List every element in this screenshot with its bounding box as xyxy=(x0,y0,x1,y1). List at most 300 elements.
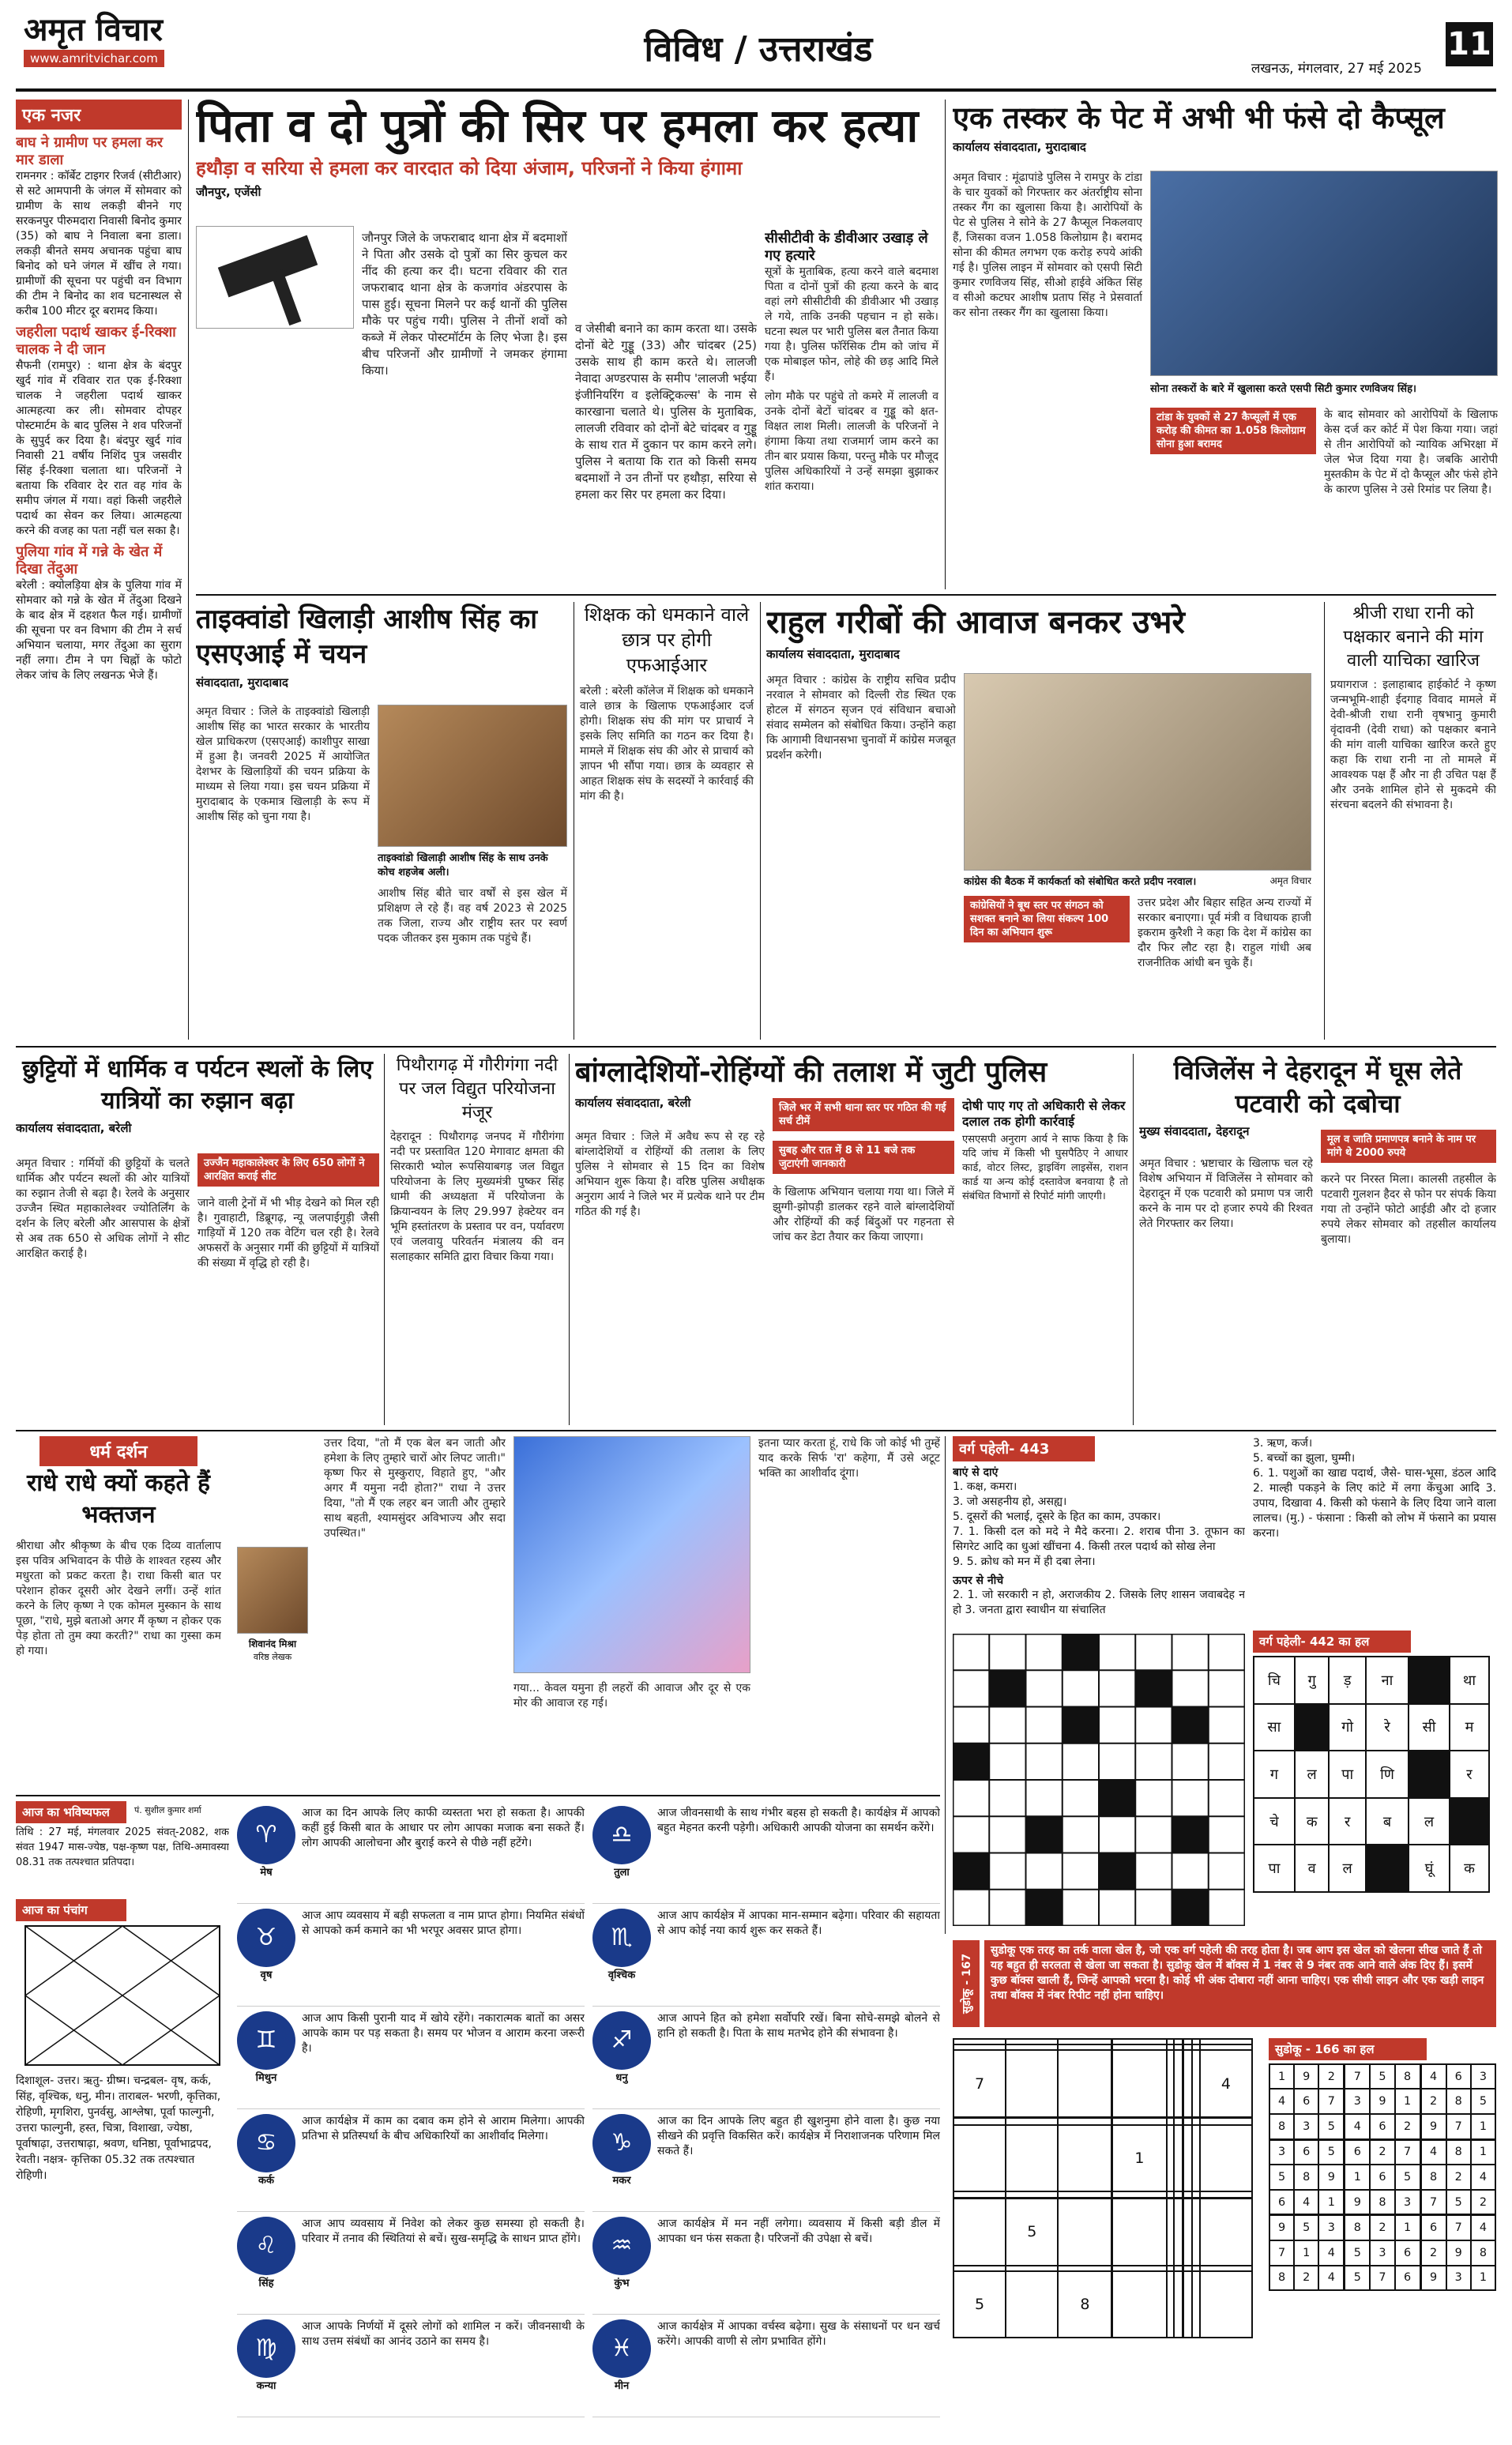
sudoku-cell: 8 xyxy=(1395,2064,1421,2089)
vigilance-story xyxy=(1139,1054,1496,1425)
sudoku-cell: 2 xyxy=(1471,2190,1495,2215)
sudoku-cell: 9 xyxy=(1269,2215,1294,2240)
varg-answer-cell: था xyxy=(1450,1657,1489,1704)
across-clue-5: 9. 5. क्रोध को मन में ही दबा लेना। xyxy=(953,1555,1096,1568)
smuggler-highlight: टांडा के युवकों से 27 कैप्सूलों में एक करोड़ की कीमत का 1.058 किलोग्राम सोना हुआ बरामद xyxy=(1150,408,1316,454)
across-title: बाएं से दाएं xyxy=(953,1466,999,1479)
sudoku-cell: 3 xyxy=(1294,2114,1318,2139)
sudoku-cell[interactable] xyxy=(1058,2039,1112,2044)
rashi-badge xyxy=(592,2217,651,2309)
sudoku-cell[interactable] xyxy=(1183,2039,1193,2044)
crossword-black-cell xyxy=(1063,1634,1099,1670)
rashi-text: आज का दिन आपके लिए बहुत ही खुशनुमा होने वाला है। कुछ नया सीखने की प्रवृत्ति विकसित करें। कार्यक्षेत्र में निराशाजनक परिणाम मिल सकते हैं। xyxy=(657,2115,940,2157)
sudoku-cell: 8 xyxy=(1269,2114,1294,2139)
sudoku-cell: 8 xyxy=(1294,2165,1318,2189)
sudoku-cell[interactable] xyxy=(1112,2191,1167,2199)
across-clue-3: 5. दूसरों की भलाई, दूसरे के हित का काम, उपकार। xyxy=(953,1510,1161,1523)
rashi-text: आज कार्यक्षेत्र में आपका वर्चस्व बढ़ेगा। सुख के संसाधनों पर धन खर्च करेंगे। आपकी वाणी से लोग प्रभावित होंगे। xyxy=(657,2320,940,2348)
sudoku-cell: 8 xyxy=(1471,2240,1495,2265)
sudoku-cell[interactable] xyxy=(1174,2271,1183,2338)
sudoku-cell[interactable] xyxy=(1183,2198,1193,2266)
sudoku-cell[interactable] xyxy=(1192,2125,1199,2191)
sudoku-cell: 3 xyxy=(1269,2139,1294,2165)
rashi-row xyxy=(592,2212,940,2315)
sudoku-cell: 6 xyxy=(1395,2266,1421,2291)
rashi-row xyxy=(237,2007,585,2109)
crossword-black-cell xyxy=(953,1743,989,1780)
row-divider xyxy=(196,594,1496,596)
sudoku-cell[interactable] xyxy=(953,2198,1006,2266)
rashi-row xyxy=(592,1801,940,1904)
sudoku-table xyxy=(1269,2063,1496,2291)
row-divider xyxy=(16,1046,1496,1048)
sudoku-cell[interactable] xyxy=(1200,2044,1252,2050)
tourism-byline: कार्यालय संवाददाता, बरेली xyxy=(16,1121,132,1135)
sudoku-cell: 7 xyxy=(953,2050,1006,2118)
sudoku-cell: 1 xyxy=(1395,2215,1421,2240)
sudoku-puzzle[interactable] xyxy=(953,2038,1253,2338)
sudoku-cell[interactable] xyxy=(1174,2050,1183,2118)
rashi-text: आज आपके निर्णयों में दूसरे लोगों को शामिल न करें। जीवनसाथी के साथ उत्तम संबंधों का आनंद उठाने का समय है। xyxy=(302,2320,585,2348)
varg-answer-cell: गु xyxy=(1295,1657,1330,1704)
sudoku-cell[interactable] xyxy=(1112,2039,1167,2044)
sudoku-cell[interactable] xyxy=(1058,2266,1112,2271)
sudoku-cell[interactable] xyxy=(1200,2118,1252,2125)
zodiac-icon: ♓ xyxy=(592,2319,651,2378)
rashi-name: मिथुन xyxy=(255,2072,277,2084)
vigilance-text-2: करने पर निरस्त मिला। कालसी तहसील के पटवारी गुलशन हैदर से फोन पर संपर्क किया गया तो उन्होंने फोटो आईडी और दो हजार रुपये लेकर सोमवार को तहसील कार्यालय बुलाया। xyxy=(1321,1173,1496,1246)
tourism-text: अमृत विचार : गर्मियों की छुट्टियों के चलते धार्मिक और पर्यटन स्थलों की ओर यात्रियों का रुझान तेजी से बढ़ा है। रेलवे के अनुसार उज्जैन स्थित महाकालेश्वर ज्योतिर्लिंग के दर्शन के लिए बरेली और आसपास के क्षेत्रों से अब तक 650 से अधिक लोगों ने सीट आरक्षित कराई है। xyxy=(16,1157,190,1260)
rahul-text-2: उत्तर प्रदेश और बिहार सहित अन्य राज्यों में सरकार बनाएगा। पूर्व मंत्री व विधायक हाजी इकराम कुरैशी ने कहा कि देश में कांग्रेस का दौर फिर लौट रहा है। राहुल गांधी अब राजनीतिक आंधी बन चुके हैं। xyxy=(1138,897,1311,969)
crossword-black-cell xyxy=(1026,1890,1063,1926)
col-divider xyxy=(1324,602,1325,1040)
masthead-rule xyxy=(16,88,1496,92)
radha-petition-headline: श्रीजी राधा रानी को पक्षकार बनाने की मांग वाली याचिका खारिज xyxy=(1343,604,1484,671)
sudoku-cell[interactable] xyxy=(1174,2044,1183,2050)
zodiac-icon: ♋ xyxy=(237,2114,295,2172)
dharm-author xyxy=(229,1547,316,1673)
sudoku-cell: 5 xyxy=(1395,2165,1421,2189)
row-divider xyxy=(16,1430,1496,1431)
sudoku-cell: 6 xyxy=(1395,2240,1421,2265)
sudoku-cell[interactable] xyxy=(1167,2118,1174,2125)
sudoku-cell: 4 xyxy=(1420,2064,1446,2089)
sudoku-cell[interactable] xyxy=(1200,2198,1252,2266)
section-title: विविध / उत्तराखंड xyxy=(644,29,873,70)
sudoku-cell: 4 xyxy=(1318,2240,1345,2265)
author-photo xyxy=(237,1547,308,1634)
sudoku-cell[interactable] xyxy=(1167,2125,1174,2191)
down-clue-4: 6. 1. पशुओं का खाद्य पदार्थ, जैसे- घास-भूसा, डंठल आदि 2. माल्ही पकड़ने के लिए कांटे में लगा केंचुआ आदि 3. उपाय, दिखावा 4. किसी को फंसाने के लिए दिया जाने वाला लालच। (मु.) - फंसाना : किसी को लोभ में फंसाने का प्रयास करना। xyxy=(1253,1467,1496,1540)
sudoku-cell: 8 xyxy=(1058,2271,1112,2338)
kundali-chart xyxy=(24,1924,221,2067)
sudoku-cell: 8 xyxy=(1345,2215,1371,2240)
sudoku-cell: 6 xyxy=(1446,2064,1471,2089)
sudoku-cell: 6 xyxy=(1370,2165,1394,2189)
sudoku-cell[interactable] xyxy=(1192,2266,1199,2271)
sudoku-cell[interactable] xyxy=(1183,2118,1193,2125)
sudoku-cell[interactable] xyxy=(1200,2266,1252,2271)
sudoku-cell[interactable] xyxy=(1200,2271,1252,2338)
sudoku-cell: 9 xyxy=(1370,2089,1394,2113)
varg-paheli-title: वर्ग पहेली- 443 xyxy=(953,1436,1095,1461)
teacher-text: बरेली : बरेली कॉलेज में शिक्षक को धमकाने वाले छात्र के खिलाफ एफआईआर दर्ज होगी। शिक्षक संघ की मांग पर प्राचार्य ने इसके लिए समिति का गठन कर दिया है। मामले में शिक्षक संघ की ओर से प्राचार्य को ज्ञापन भी सौंपा गया। छात्र के व्यवहार से आहत शिक्षक संघ के सदस्यों ने कार्रवाई की मांग की है। xyxy=(580,685,754,803)
sudoku-cell[interactable] xyxy=(1183,2191,1193,2199)
gori-ganga-headline: पिथौरागढ़ में गौरीगंगा नदी पर जल विद्युत परियोजना मंजूर xyxy=(396,1055,559,1123)
sudoku-cell: 8 xyxy=(1446,2139,1471,2165)
vigilance-text: अमृत विचार : भ्रष्टाचार के खिलाफ चल रहे विशेष अभियान में विजिलेंस ने सोमवार को देहरादून में एक पटवारी को प्रमाण पत्र जारी करने के नाम पर दो हजार रुपये की रिश्वत लेते गिरफ्तार कर लिया। xyxy=(1139,1157,1313,1230)
sudoku-cell[interactable] xyxy=(1174,2191,1183,2199)
sudoku-cell[interactable] xyxy=(1174,2125,1183,2191)
tourism-story xyxy=(16,1054,379,1425)
zodiac-icon: ♐ xyxy=(592,2011,651,2070)
down-clue-2: 3. ऋण, कर्ज। xyxy=(1253,1437,1313,1450)
sudoku-cell[interactable] xyxy=(1006,2125,1058,2191)
rashi-badge xyxy=(592,2319,651,2412)
rashi-row xyxy=(592,1904,940,2007)
varg-answer-cell: ना xyxy=(1366,1657,1409,1704)
sudoku-cell[interactable] xyxy=(1167,2191,1174,2199)
sudoku-cell: 5 xyxy=(1471,2089,1495,2113)
taekwondo-text: अमृत विचार : जिले के ताइक्वांडो खिलाड़ी आशीष सिंह का भारत सरकार के भारतीय खेल प्राधिकरण (एसएआई) काशीपुर साखा में हुआ है। जनवरी 2025 में आयोजित देशभर के खिलाड़ियों की चयन प्रक्रिया के माध्यम से लिया गया। इस चयन प्रक्रिया में मुरादाबाद के एकमात्र खिलाड़ी के रूप में आशीष सिंह को चुना गया है। xyxy=(196,705,370,823)
sudoku-cell: 6 xyxy=(1294,2089,1318,2113)
sudoku-cell[interactable] xyxy=(1183,2266,1193,2271)
sudoku-cell: 7 xyxy=(1318,2089,1345,2113)
rashi-text: आज कार्यक्षेत्र में काम का दबाव कम होने से आराम मिलेगा। आपकी प्रतिभा से प्रतिस्पर्धा के बीच अधिकारियों का आशीर्वाद मिलेगा। xyxy=(302,2115,585,2142)
sudoku-cell[interactable] xyxy=(953,2044,1006,2050)
rashi-name: वृश्चिक xyxy=(607,1969,636,1981)
sudoku-cell[interactable] xyxy=(1192,2191,1199,2199)
varg-answer-cell: ग xyxy=(1254,1751,1295,1798)
rahul-photo xyxy=(964,673,1311,871)
zodiac-icon: ♈ xyxy=(237,1806,295,1864)
sudoku-cell[interactable] xyxy=(1006,2050,1058,2118)
varg-answer-cell: सा xyxy=(1254,1704,1295,1751)
author-role: वरिष्ठ लेखक xyxy=(253,1652,292,1662)
down-title: ऊपर से नीचे xyxy=(953,1574,1004,1587)
sudoku-cell[interactable] xyxy=(1167,2039,1174,2044)
down-clue-3: 5. बच्चों का झुला, घुम्मी। xyxy=(1253,1452,1356,1465)
zodiac-icon: ♊ xyxy=(237,2011,295,2070)
col-divider xyxy=(384,1054,385,1425)
bangladeshi-box xyxy=(962,1098,1128,1422)
varg-answer-cell: ड़ xyxy=(1329,1657,1365,1704)
col-divider xyxy=(569,1054,570,1425)
ek-nazar-text-3: बरेली : क्योलड़िया क्षेत्र के पुलिया गांव में सोमवार को गन्ने के खेत में तेंदुआ दिखने के बाद क्षेत्र में दहशत फैल गई। ग्रामीणों की सूचना पर वन विभाग की टीम ने सर्च अभियान चलाया, मगर तेंदुआ का सुराग नहीं लगा। टीम ने पग चिह्नों के फोटो लेकर जांच के लिए लखनऊ भेजे हैं। xyxy=(16,579,182,682)
sudoku-cell: 3 xyxy=(1446,2266,1471,2291)
smuggler-photo xyxy=(1150,171,1498,376)
sudoku-cell[interactable] xyxy=(1183,2125,1193,2191)
rashi-row xyxy=(237,2109,585,2212)
varg-answer-cell: णि xyxy=(1366,1751,1409,1798)
bangladeshi-box-headline: दोषी पाए गए तो अधिकारी से लेकर दलाल तक होगी कार्रवाई xyxy=(962,1098,1126,1129)
sudoku-cell[interactable] xyxy=(1112,2198,1167,2266)
across-clue-2: 3. जो असहनीय हो, असह्य। xyxy=(953,1495,1067,1508)
rashi-name: कुंभ xyxy=(614,2278,630,2289)
zodiac-icon: ♒ xyxy=(592,2217,651,2275)
sudoku-cell[interactable] xyxy=(1112,2050,1167,2118)
sudoku-cell: 4 xyxy=(1345,2114,1371,2139)
sudoku-cell[interactable] xyxy=(1058,2198,1112,2266)
varg-answer-cell xyxy=(1409,1657,1450,1704)
sudoku-cell[interactable] xyxy=(1058,2050,1112,2118)
sudoku-cell[interactable] xyxy=(1183,2044,1193,2050)
rashi-badge xyxy=(237,2114,295,2206)
sudoku-cell: 5 xyxy=(1006,2198,1058,2266)
rashi-row xyxy=(592,2315,940,2417)
sudoku-cell[interactable] xyxy=(1200,2191,1252,2199)
teacher-story xyxy=(580,602,754,1040)
rashi-text: आज कार्यक्षेत्र में मन नहीं लगेगा। व्यवसाय में किसी बड़ी डील में आपका धन फंस सकता है। परिजनों की उपेक्षा से बचें। xyxy=(657,2217,940,2245)
sudoku-cell[interactable] xyxy=(1006,2271,1058,2338)
sudoku-cell: 1 xyxy=(1269,2064,1294,2089)
panchang-title: आज का पंचांग xyxy=(16,1899,126,1921)
varg-answer-cell: व xyxy=(1295,1845,1330,1892)
sudoku-cell[interactable] xyxy=(1058,2125,1112,2191)
crossword-black-cell xyxy=(989,1670,1025,1706)
sudoku-cell[interactable] xyxy=(1167,2044,1174,2050)
rashi-right-col xyxy=(592,1801,940,2433)
sudoku-cell[interactable] xyxy=(1192,2050,1199,2118)
taekwondo-text-2: आशीष सिंह बीते चार वर्षों से इस खेल में प्रशिक्षण ले रहे हैं। वह वर्ष 2023 से 2025 तक जिला, राज्य और राष्ट्रीय स्तर पर स्वर्ण पदक जीतकर इस मुकाम तक पहुंचे हैं। xyxy=(378,887,567,945)
varg-answer-cell: म xyxy=(1450,1704,1489,1751)
sudoku-cell[interactable] xyxy=(1112,2044,1167,2050)
gori-ganga-story xyxy=(390,1054,564,1425)
sudoku-cell: 4 xyxy=(1269,2089,1294,2113)
bhavishyafal xyxy=(16,1801,940,2433)
rahul-headline: राहुल गरीबों की आवाज बनकर उभरे xyxy=(766,604,1185,641)
sudoku-cell: 2 xyxy=(1370,2139,1394,2165)
smuggler-byline: कार्यालय संवाददाता, मुरादाबाद xyxy=(953,140,1086,154)
sudoku-cell[interactable] xyxy=(1192,2039,1199,2044)
bangladeshi-headline: बांग्लादेशियों-रोहिंग्यों की तलाश में जुटी पुलिस xyxy=(575,1056,1047,1089)
varg-answer-cell: र xyxy=(1450,1751,1489,1798)
sudoku-cell: 6 xyxy=(1420,2215,1446,2240)
sudoku-cell[interactable] xyxy=(1167,2266,1174,2271)
crossword-grid[interactable] xyxy=(953,1634,1245,1926)
ek-nazar-title: एक नजर xyxy=(16,100,182,130)
sudoku-cell: 7 xyxy=(1446,2114,1471,2139)
dateline: लखनऊ, मंगलवार, 27 मई 2025 xyxy=(1251,61,1422,77)
sudoku-cell: 2 xyxy=(1395,2114,1421,2139)
sudoku-cell: 7 xyxy=(1395,2139,1421,2165)
vigilance-highlight: मूल व जाति प्रमाणपत्र बनाने के नाम पर मांगे थे 2000 रुपये xyxy=(1321,1130,1496,1163)
sudoku-cell[interactable] xyxy=(1058,2044,1112,2050)
radha-petition-text: प्रयागराज : इलाहाबाद हाईकोर्ट ने कृष्ण जन्मभूमि-शाही ईदगाह विवाद मामले में देवी-श्रीजी राधा रानी वृषभानु कुमारी वृंदावनी (देवी राधा) को पक्षकार बनाने की मांग वाली याचिका खारिज करते हुए कहा कि राधा रानी ना तो मामले में आवश्यक पक्ष हैं और ना ही उचित पक्ष हैं और उनके शामिल होने से मुकदमे की संरचना बदलने की संभावना है। xyxy=(1330,679,1496,811)
sudoku-cell: 4 xyxy=(1420,2139,1446,2165)
sudoku-cell: 8 xyxy=(1269,2266,1294,2291)
varg-answer-cell xyxy=(1450,1798,1489,1845)
ek-nazar-headline-2: जहरीला पदार्थ खाकर ई-रिक्शा चालक ने दी जान xyxy=(16,324,176,358)
varg-answer-cell xyxy=(1366,1845,1409,1892)
sudoku-cell[interactable] xyxy=(1006,2191,1058,2199)
rashi-badge xyxy=(237,1909,295,2001)
rashi-badge xyxy=(237,1806,295,1898)
rashi-row xyxy=(592,2109,940,2212)
teacher-headline: शिक्षक को धमकाने वाले छात्र पर होगी एफआईआर xyxy=(584,604,750,676)
sudoku-cell: 5 xyxy=(1446,2190,1471,2215)
rashi-name: मीन xyxy=(614,2380,630,2392)
sudoku-cell: 1 xyxy=(1471,2266,1495,2291)
sudoku-cell: 9 xyxy=(1446,2240,1471,2265)
sudoku-cell[interactable] xyxy=(1174,2198,1183,2266)
varg-answer-cell: क xyxy=(1450,1845,1489,1892)
zodiac-icon: ♏ xyxy=(592,1909,651,1967)
taekwondo-photo xyxy=(378,705,567,847)
sudoku-cell[interactable] xyxy=(1183,2271,1193,2338)
rahul-caption-credit: अमृत विचार xyxy=(1269,875,1311,886)
varg-answer-cell xyxy=(1409,1751,1450,1798)
masthead-logo: अमृत विचार xyxy=(24,11,163,48)
varg-answer-cell: चि xyxy=(1254,1657,1295,1704)
varg-answer-cell: पा xyxy=(1329,1751,1365,1798)
sudoku-cell: 2 xyxy=(1294,2266,1318,2291)
sudoku-cell[interactable] xyxy=(1112,2118,1167,2125)
sudoku-cell: 1 xyxy=(1471,2114,1495,2139)
bhavishyafal-author: पं. सुशील कुमार शर्मा xyxy=(134,1805,201,1815)
page-number: 11 xyxy=(1446,22,1493,66)
sudoku-cell[interactable] xyxy=(1112,2271,1167,2338)
sudoku xyxy=(953,1940,1496,2438)
ek-nazar-headline-3: पुलिया गांव में गन्ने के खेत में दिखा तेंदुआ xyxy=(16,544,163,577)
sudoku-cell[interactable] xyxy=(1174,2118,1183,2125)
sudoku-cell[interactable] xyxy=(1058,2118,1112,2125)
rashi-badge xyxy=(237,2319,295,2412)
dharm-text-3: इतना प्यार करता हूं, राधे कि जो कोई भी तुम्हें याद करके सिर्फ 'रा' कहेगा, मैं उसे अटूट भक्ति का आशीर्वाद दूंगा। xyxy=(758,1437,940,1480)
sudoku-cell: 8 xyxy=(1446,2089,1471,2113)
rashi-text: आज आप कार्यक्षेत्र में आपका मान-सम्मान बढ़ेगा। परिवार की सहायता से आप कोई नया कार्य शुरू कर सकते हैं। xyxy=(657,1909,940,1937)
rahul-caption: कांग्रेस की बैठक में कार्यकर्ता को संबोधित करते प्रदीप नरवाल। xyxy=(964,876,1197,888)
sudoku-cell[interactable] xyxy=(1006,2044,1058,2050)
sudoku-cell[interactable] xyxy=(953,2191,1006,2199)
rashi-text: आज आप किसी पुरानी याद में खोये रहेंगे। नकारात्मक बातों का असर आपके काम पर पड़ सकता है। समय पर भोजन व आराम करना जरूरी है। xyxy=(302,2012,585,2055)
varg-paheli xyxy=(953,1436,1496,1934)
crossword-black-cell xyxy=(1063,1707,1099,1743)
smuggler-story xyxy=(953,100,1498,589)
varg-answer-cell: घूं xyxy=(1409,1845,1450,1892)
sudoku-label: सुडोकू - 167 xyxy=(953,1940,980,2027)
sudoku-cell: 3 xyxy=(1395,2190,1421,2215)
sudoku-cell[interactable] xyxy=(953,2266,1006,2271)
sudoku-cell: 3 xyxy=(1318,2215,1345,2240)
sudoku-cell[interactable] xyxy=(1192,2198,1199,2266)
sudoku-cell[interactable] xyxy=(953,2125,1006,2191)
crossword-black-cell xyxy=(1099,1780,1135,1816)
rashi-name: कन्या xyxy=(256,2380,276,2392)
sudoku-cell[interactable] xyxy=(1058,2191,1112,2199)
col-divider xyxy=(760,602,761,1040)
dharm-headline: राधे राधे क्यों कहते हैं भक्तजन xyxy=(27,1469,210,1529)
rashi-left-col xyxy=(237,1801,585,2433)
sudoku-cell: 9 xyxy=(1318,2165,1345,2189)
sudoku-cell: 5 xyxy=(1318,2114,1345,2139)
tourism-text-2: जाने वाली ट्रेनों में भी भीड़ देखने को मिल रही है। गुवाहाटी, डिब्रूगढ़, न्यू जलपाईगुड़ी जैसी गाड़ियों में 120 तक वेटिंग चल रही है। रेलवे अफसरों के अनुसार गर्मी की छुट्टियों में यात्रियों की संख्या में वृद्धि हो रही है। xyxy=(197,1197,379,1270)
rashi-badge xyxy=(237,2011,295,2104)
varg-answer-cell: चे xyxy=(1254,1798,1295,1845)
lead-text-1: जौनपुर जिले के जफराबाद थाना क्षेत्र में बदमाशों ने पिता और उसके दो पुत्रों का सिर कुचल कर नींद की हत्या कर दी। घटना रविवार की रात जफराबाद थाना क्षेत्र के कजगांव अंडरपास के पास हुई। सूचना मिलने पर कई थानों की पुलिस मौके पर पहुंच गयी। पुलिस ने तीनों शवों को कब्जे में लेकर पोस्टमॉर्टम के लिए भेजा है। इस बीच परिजनों और ग्रामीणों ने जमकर हंगामा किया। xyxy=(362,231,567,378)
rahul-highlight: कांग्रेसियों ने बूथ स्तर पर संगठन को सशक्त बनाने का लिया संकल्प 100 दिन का अभियान शुरू xyxy=(964,896,1130,942)
rashi-badge xyxy=(592,1806,651,1898)
rashi-row xyxy=(237,1801,585,1904)
zodiac-icon: ♍ xyxy=(237,2319,295,2378)
sudoku-cell[interactable] xyxy=(1192,2271,1199,2338)
sudoku-cell: 5 xyxy=(1294,2215,1318,2240)
sudoku-cell[interactable] xyxy=(953,2118,1006,2125)
rahul-text: अमृत विचार : कांग्रेस के राष्ट्रीय सचिव प्रदीप नरवाल ने सोमवार को दिल्ली रोड स्थित एक होटल में संगठन सृजन एवं संविधान बचाओ संवाद सम्मेलन को संबोधित किया। उन्होंने कहा कि आगामी विधानसभा चुनावों में कांग्रेस मजबूत प्रदर्शन करेगी। xyxy=(766,674,956,762)
col-divider xyxy=(1133,1054,1134,1425)
sudoku-cell[interactable] xyxy=(1167,2198,1174,2266)
sudoku-cell: 7 xyxy=(1269,2240,1294,2265)
crossword-black-cell xyxy=(1135,1670,1172,1706)
lead-story xyxy=(196,100,938,589)
sudoku-cell[interactable] xyxy=(1006,2266,1058,2271)
col-divider xyxy=(945,1436,946,1934)
rashi-name: तुला xyxy=(614,1867,630,1879)
sudoku-cell: 1 xyxy=(1112,2125,1167,2191)
crossword-black-cell xyxy=(1099,1853,1135,1890)
sudoku-cell: 4 xyxy=(1200,2050,1252,2118)
varg-answer-cell: र xyxy=(1329,1798,1365,1845)
varg-answer-cell: रे xyxy=(1366,1704,1409,1751)
masthead xyxy=(0,0,1512,88)
sudoku-cell[interactable] xyxy=(1174,2266,1183,2271)
sudoku-cell: 6 xyxy=(1294,2139,1318,2165)
sudoku-cell: 6 xyxy=(1370,2114,1394,2139)
varg-answer-cell: ल xyxy=(1295,1751,1330,1798)
ek-nazar-text-2: सैफनी (रामपुर) : थाना क्षेत्र के बंदपुर खुर्द गांव में रविवार रात एक ई-रिक्शा चालक ने जहरीला पदार्थ खाकर आत्महत्या कर ली। सोमवार दोपहर पोस्टमार्टम के बाद पुलिस ने शव परिजनों के सुपुर्द कर दिया है। बंदपुर खुर्द गांव निवासी 21 वर्षीय निशिंद पुत्र जसवीर सिंह ई-रिक्शा चलाता था। परिजनों ने बताया कि रविवार देर रात वह गांव के समीप जंगल में गया। वहां किसी जहरीले पदार्थ का सेवन कर लिया। आत्महत्या करने की वजह का पता नहीं चल सका है। xyxy=(16,359,182,537)
varg-answer-grid xyxy=(1253,1656,1490,1893)
varg-answer-cell: सी xyxy=(1409,1704,1450,1751)
rashi-badge xyxy=(592,2011,651,2104)
bangladeshi-highlight-2: सुबह और रात में 8 से 11 बजे तक जुटाएंगी जानकारी xyxy=(773,1141,954,1174)
rashi-badge xyxy=(592,1909,651,2001)
smuggler-text: अमृत विचार : मूंढापांडे पुलिस ने रामपुर के टांडा के चार युवकों को गिरफ्तार कर अंतर्राष्ट्रीय सोना तस्कर गैंग का खुलासा किया है। आरोपियों के पेट से पुलिस ने सोने के 27 कैप्सूल निकलवाए हैं, जिसका वजन 1.058 किलोग्राम है। बरामद सोना की कीमत लगभग एक करोड़ रुपये आंकी गई है। पुलिस लाइन में सोमवार को एसपी सिटी कुमार रणविजय सिंह, सीओ हाईवे अंकित सिंह व सीओ कटघर आशीष प्रताप सिंह ने प्रेसवार्ता कर सोना तस्कर गैंग का खुलासा किया। xyxy=(953,171,1142,319)
sudoku-cell[interactable] xyxy=(1200,2039,1252,2044)
smuggler-text-2: के बाद सोमवार को आरोपियों के खिलाफ केस दर्ज कर कोर्ट में पेश किया गया। जहां से तीन आरोपियों को न्यायिक अभिरक्षा में जेल भेज दिया गया है। जबकि आरोपी मुस्तकीम के पेट में दो कैप्सूल और फंसे होने के कारण पुलिस ने उसे रिमांड पर लिया है। xyxy=(1324,408,1498,496)
down-clue-1: 2. 1. जो सरकारी न हो, अराजकीय 2. जिसके लिए शासन जवाबदेह न हो 3. जनता द्वारा स्वाधीन या संचालित xyxy=(953,1589,1245,1616)
taekwondo-headline: ताइक्वांडो खिलाड़ी आशीष सिंह का एसएआई में चयन xyxy=(196,604,538,670)
sudoku-cell: 3 xyxy=(1471,2064,1495,2089)
sudoku-cell[interactable] xyxy=(1183,2050,1193,2118)
sudoku-cell: 5 xyxy=(1269,2165,1294,2189)
sudoku-cell[interactable] xyxy=(1167,2050,1174,2118)
sudoku-cell[interactable] xyxy=(1167,2271,1174,2338)
sudoku-cell[interactable] xyxy=(1200,2125,1252,2191)
gori-ganga-text: देहरादून : पिथौरागढ़ जनपद में गौरीगंगा नदी पर प्रस्तावित 120 मेगावाट क्षमता की सिरकारी भ्योल रूपसियाबगड़ जल विद्युत परियोजना के लिए मुख्यमंत्री पुष्कर सिंह धामी की अध्यक्षता में परियोजना के क्रियान्वयन के लिए 29.997 हेक्टेयर वन भूमि हस्तांतरण के प्रस्ताव पर वन, पर्यावरण एवं जलवायु परिवर्तन मंत्रालय की वन सलाहकार समिति द्वारा विचार किया गया। xyxy=(390,1130,564,1263)
sudoku-cell[interactable] xyxy=(1006,2039,1058,2044)
sudoku-cell: 2 xyxy=(1420,2240,1446,2265)
rashi-name: मेष xyxy=(260,1867,273,1879)
tourism-highlight: उज्जैन महाकालेश्वर के लिए 650 लोगों ने आरक्षित कराई सीट xyxy=(197,1153,379,1187)
sudoku-cell[interactable] xyxy=(1192,2118,1199,2125)
sudoku-cell: 2 xyxy=(1318,2064,1345,2089)
taekwondo-story xyxy=(196,602,567,1040)
panchang-text: दिशाशूल- उत्तर। ऋतु- ग्रीष्म। चन्द्रबल- वृष, कर्क, सिंह, वृश्चिक, धनु, मीन। ताराबल- भरणी, कृत्तिका, रोहिणी, मृगशिरा, पुनर्वसु, आश्लेषा, पूर्वा फाल्गुनी, उत्तरा फाल्गुनी, हस्त, चित्रा, विशाखा, ज्येष्ठा, पूर्वाषाढ़ा, उत्तराषाढ़ा, श्रवण, धनिष्ठा, पूर्वाभाद्रपद, रेवती। नक्षत्र- कृत्तिका 05.32 तक तत्पश्चात रोहिणी। xyxy=(16,2074,221,2182)
sudoku-cell[interactable] xyxy=(1192,2044,1199,2050)
sudoku-cell: 1 xyxy=(1318,2190,1345,2215)
rashi-text: आज आपने हित को हमेशा सर्वोपरि रखें। बिना सोचे-समझे बोलने से हानि हो सकती है। पिता के साथ मतभेद होने की संभावना है। xyxy=(657,2012,940,2040)
sudoku-cell: 7 xyxy=(1370,2266,1394,2291)
sudoku-cell[interactable] xyxy=(1006,2118,1058,2125)
sudoku-cell: 9 xyxy=(1420,2114,1446,2139)
sudoku-cell[interactable] xyxy=(1174,2039,1183,2044)
sudoku-cell[interactable] xyxy=(1112,2266,1167,2271)
varg-answer-cell xyxy=(1295,1704,1330,1751)
varg-answer-table xyxy=(1253,1656,1490,1893)
sudoku-cell[interactable] xyxy=(953,2039,1006,2044)
varg-answer-cell: ल xyxy=(1329,1845,1365,1892)
rashi-name: सिंह xyxy=(258,2278,274,2289)
